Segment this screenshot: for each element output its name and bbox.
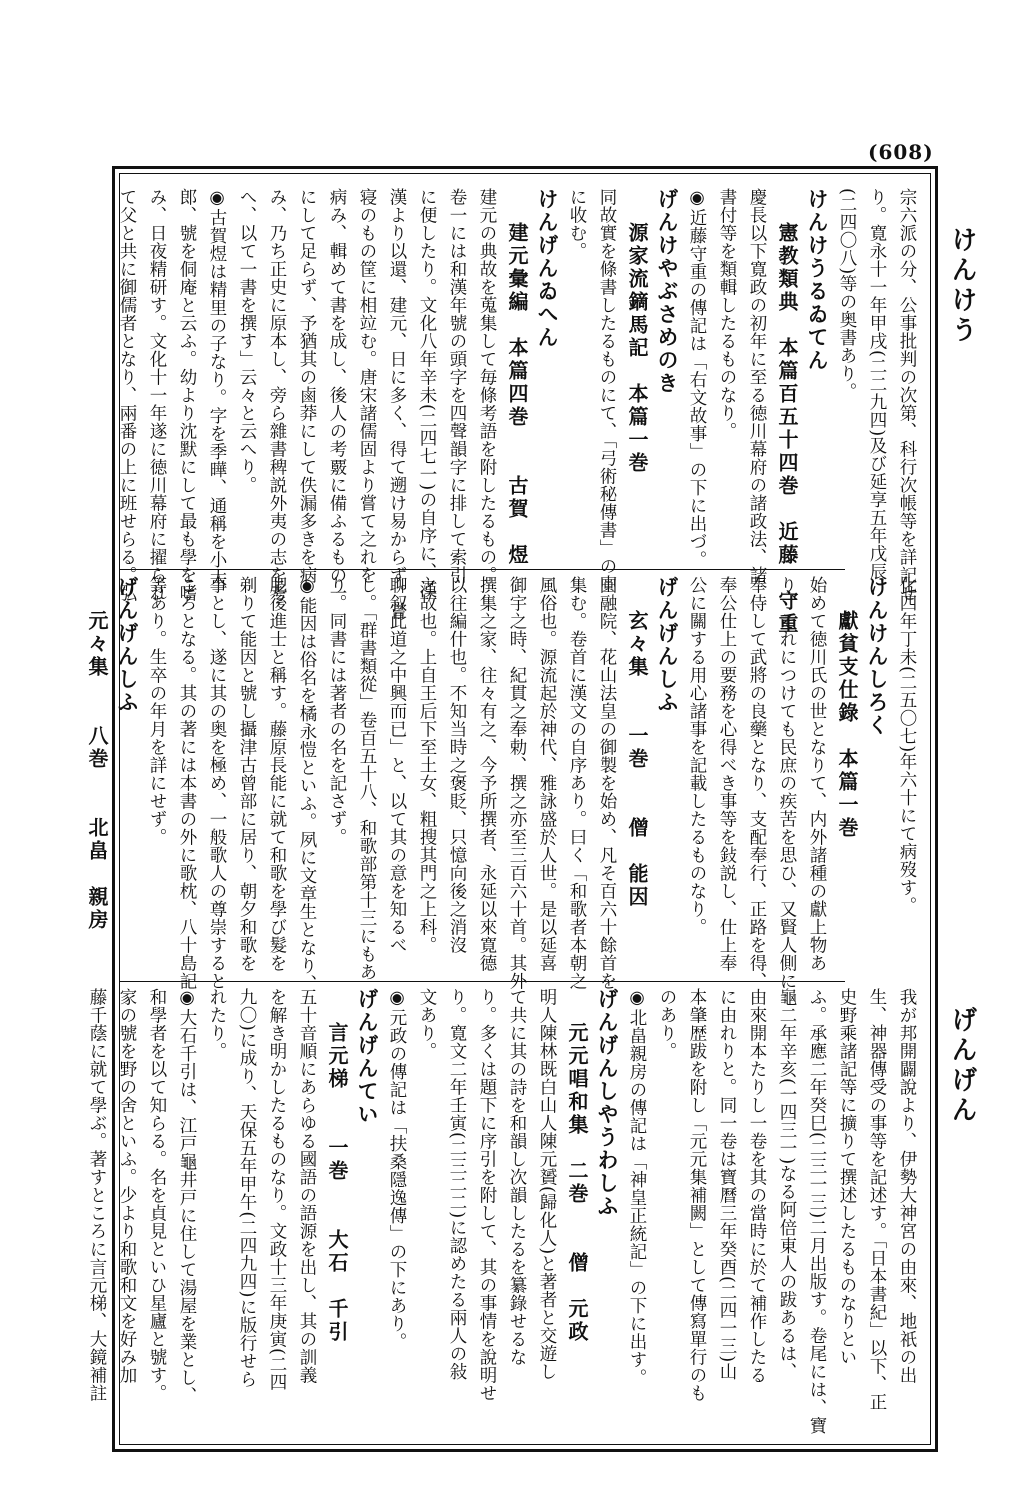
- text-line: 始めて徳川氏の世となりて、内外諸種の獻上物あ: [807, 576, 827, 972]
- text-line: 風俗也。源流起於神代、雅詠盛於人世。是以延喜: [537, 576, 557, 972]
- page-number: (608): [868, 140, 934, 164]
- text-line: 書付等を類輯したるものなり。: [717, 188, 737, 440]
- text-line: 等あり。生卒の年月を詳にせず。: [147, 576, 167, 846]
- text-line: 和學者を以て知らる。名を貞見といひ星廬と號す。: [147, 988, 167, 1402]
- entry-title: 玄々集 一巻 僧 能因: [625, 610, 649, 909]
- entry-title: 憲教類典 本篇百五十四巻 近藤 守重: [775, 222, 799, 636]
- entry-heading: けんげんゐへん: [535, 188, 560, 349]
- text-line: り。寛文二年壬寅(二三二二)に認めたる兩人の敍: [447, 988, 467, 1381]
- text-line: 公に關する用心諸事を記載したるものなり。: [687, 576, 707, 936]
- text-line: ◉北畠親房の傳記は「神皇正統記」の下に出す。: [627, 988, 647, 1387]
- text-line: ◉能因は俗名を橘永愷といふ。夙に文章生となり、: [297, 576, 317, 993]
- running-head-bottom: げんげん: [947, 1006, 977, 1126]
- text-line: み、日夜精研す。文化十一年遂に徳川幕府に擢られ: [147, 188, 167, 602]
- text-line: 圓融院、花山法皇の御製を始め、凡そ百六十餘首を: [597, 576, 617, 990]
- text-line: 明人陳林既白山人陳元贇(歸化人)と著者と交遊し: [537, 988, 557, 1381]
- text-line: み、乃ち正史に原本し、旁ら雜書稗説外夷の志を考: [267, 188, 287, 602]
- running-head-top: けんけう: [947, 226, 977, 346]
- text-line: 撰集之家、往々有之、今予所撰者、永延以來寛德: [477, 576, 497, 972]
- entry-title: 元元唱和集 二巻 僧 元政: [565, 1022, 589, 1344]
- text-line: 宗六派の分、公事批判の次第、科行次帳等を詳記せ: [897, 188, 917, 602]
- text-line: 本肇歴跋を附し「元元集補闕」として傳寫單行のも: [687, 988, 707, 1402]
- entry-heading: けんけんしろく: [865, 576, 890, 737]
- text-line: 漢より以還、建元、日に多く、得て遡け易からず。嘗: [387, 188, 407, 620]
- text-line: 生、神器傳受の事等を記述す。「日本書紀」以下、正: [867, 988, 887, 1412]
- text-line: 由來開本たりし一卷を其の當時に於て補作したる: [747, 988, 767, 1384]
- entry-heading: げんげんしふ: [115, 576, 140, 714]
- text-line: 慶長以下寛政の初年に至る徳川幕府の諸政法、諸: [747, 188, 767, 584]
- text-line: 化四年丁未(二五〇七)年六十にて病歿す。: [897, 576, 917, 915]
- text-line: り。寛永十一年甲戌(二二九四)及び延享五年戊辰: [867, 188, 887, 581]
- text-line: 病み、輯めて書を成し、後人の考覈に備ふるもの一: [327, 188, 347, 602]
- entry-title: 元々集 八巻 北畠 親房: [85, 610, 109, 932]
- text-line: にして足らず、予猶其の鹵莽にして佚漏多きを病: [297, 188, 317, 584]
- entry-heading: げんげんしやうわしふ: [595, 988, 620, 1218]
- text-line: に由れりと。同一卷は寶曆三年癸酉(二四一三)山: [717, 988, 737, 1381]
- text-line: 龜二年辛亥(一四三一)なる阿倍東人の跋あるは、: [777, 988, 797, 1381]
- text-line: れたり。: [207, 988, 227, 1060]
- text-line: 同故實を條書したるものにて、「弓術秘傳書」の中: [597, 188, 617, 594]
- text-line: 九〇)に成り、天保五年甲午(二四九四)に版行せら: [237, 988, 257, 1388]
- text-line: ころとなる。其の著には本書の外に歌枕、八十島記: [177, 576, 197, 990]
- text-line: 奉公仕上の要務を心得べき事等を鈙説し、仕上奉: [717, 576, 737, 972]
- text-line: ふ。承應二年癸巳(二三一三)二月出版す。卷尾には、寶: [807, 988, 827, 1435]
- text-line: り、それにつけても民庶の疾苦を思ひ、又賢人側に: [777, 576, 797, 990]
- text-line: ◉近藤守重の傳記は「右文故事」の下に出づ。: [687, 188, 707, 569]
- section-divider-2: [119, 981, 845, 982]
- text-line: 剃りて能因と號し攝津古曾部に居り、朝夕和歌を: [237, 576, 257, 972]
- section-top: [117, 188, 922, 636]
- text-line: 事とし、遂に其の奥を極め、一般歌人の尊崇すると: [207, 576, 227, 990]
- entry-title: 源家流鏑馬記 本篇一巻: [625, 222, 649, 475]
- text-line: 家の號を野の舍といふ。少より和歌和文を好み加: [117, 988, 137, 1384]
- entry-heading: けんけうるゐてん: [805, 188, 830, 372]
- text-line: 建元の典故を蒐集して毎條考語を附したるもの。: [477, 188, 497, 584]
- text-line: 卷一には和漢年號の頭字を四聲韻字に排して索引: [447, 188, 467, 584]
- text-line: 奉侍して武將の良藥となり、支配奉行、正路を得、: [747, 576, 767, 990]
- text-line: 御宇之時、紀貫之奉勅、撰之亦至三百六十首。其外: [507, 576, 527, 990]
- text-line: ◉大石千引は、江戸龜井戸に住して湯屋を業とし、: [177, 988, 197, 1405]
- entry-title: 言元梯 一巻 大石 千引: [325, 1022, 349, 1344]
- section-middle: [85, 576, 922, 993]
- text-line: り。多くは題下に序引を附して、其の事情を說明せ: [477, 988, 497, 1402]
- entry-heading: げんけやぶさめのき: [655, 188, 680, 395]
- text-line: て共に其の詩を和韻し次韻したるを纂錄せるな: [507, 988, 527, 1366]
- text-line: 聊叙此道之中興而已」と、以て其の意を知るべ: [387, 576, 407, 954]
- entry-title: 獻貧支仕錄 本篇一巻: [835, 610, 859, 840]
- text-line: のあり。: [657, 988, 677, 1060]
- text-line: ◉古賀煜は精里の子なり。字を季曄、通稱を小太: [207, 188, 227, 587]
- text-line: 我が邦開闢說より、伊勢大神宮の由來、地祇の出: [897, 988, 917, 1384]
- text-line: 史野乘諸記等に擴りて撰述したるものなりとい: [837, 988, 857, 1366]
- text-line: て父と共に御儒者となり、兩番の上に班せらる。弘: [117, 188, 137, 602]
- text-line: (二四〇八)等の奥書あり。: [837, 188, 857, 401]
- text-line: り。同書には著者の名を記さず。: [327, 576, 347, 846]
- text-line: 郎、號を侗庵と云ふ。幼より沈默にして最も學を嗜: [177, 188, 197, 602]
- text-line: 肥後進士と稱す。藤原長能に就て和歌を學び髮を: [267, 576, 287, 972]
- text-line: に收む。: [567, 188, 587, 260]
- text-line: を解き明かしたるものなり。文政十三年庚寅(二四: [267, 988, 287, 1392]
- text-line: ◉元政の傳記は「扶桑隱逸傳」の下にあり。: [387, 988, 407, 1351]
- text-line: し。「群書類從」卷百五十八、和歌部第十三にもあ: [357, 576, 377, 982]
- section-bottom: [87, 988, 922, 1435]
- entry-heading: げんげんてい: [355, 988, 380, 1126]
- text-line: に便したり。文化八年辛未(二四七一)の自序に、漢: [417, 188, 437, 599]
- entry-title: 建元彙編 本篇四巻 古賀 煜: [505, 222, 529, 567]
- entry-heading: げんげんしふ: [655, 576, 680, 714]
- text-line: 集む。卷首に漢文の自序あり。曰く「和歌者本朝之: [567, 576, 587, 990]
- text-line: 藤千蔭に就て學ぶ。著すところに言元梯、大鏡補註: [87, 988, 107, 1402]
- text-line: 文あり。: [417, 988, 437, 1060]
- text-line: 五十音順にあらゆる國語の語源を出し、其の訓義: [297, 988, 317, 1384]
- text-line: 之故也。上自王后下至土女、粗搜其門之上科。: [417, 576, 437, 954]
- text-line: 寝のもの筐に相竝む。唐宋諸儒固より嘗て之れを: [357, 188, 377, 584]
- text-line: へ、以て一書を撰す」云々と云へり。: [237, 188, 257, 494]
- text-line: 以往編什也。不知当時之褒貶、只憶向後之消沒: [447, 576, 467, 954]
